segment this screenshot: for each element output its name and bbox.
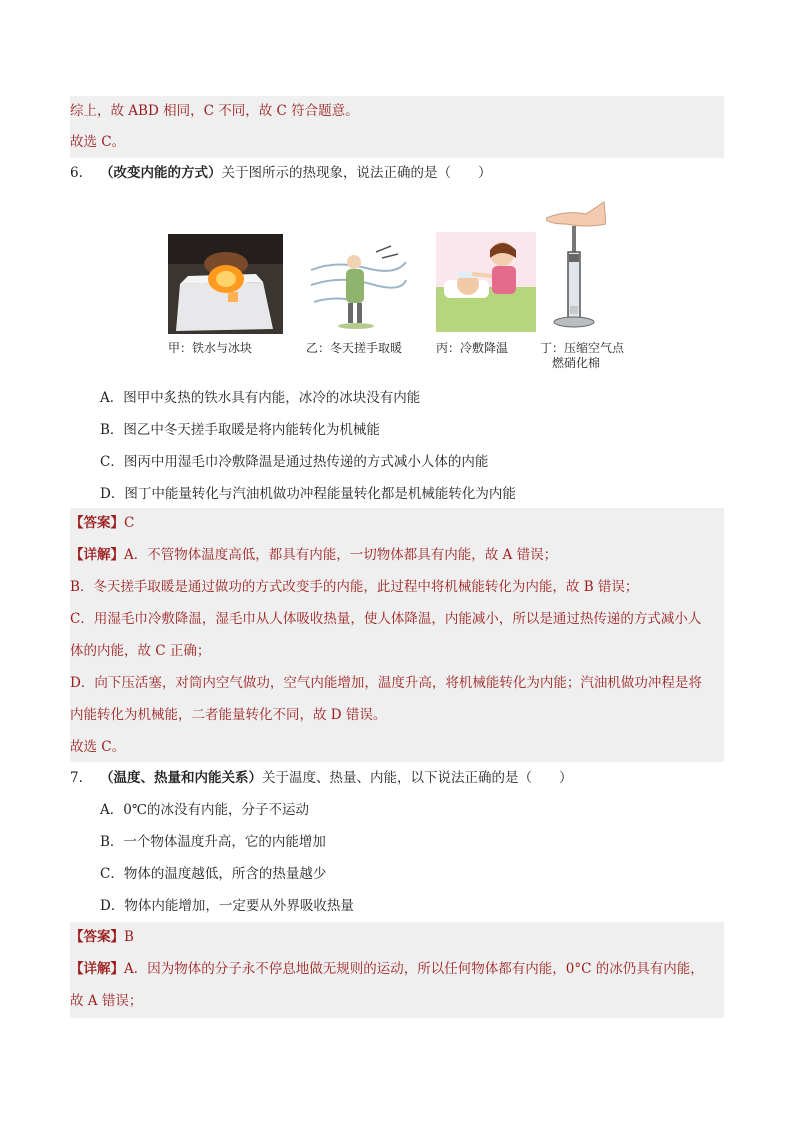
q6-option-d: D．图丁中能量转化与汽油机做功冲程能量转化都是机械能转化为内能 [100, 486, 516, 502]
q7-option-d: D．物体内能增加，一定要从外界吸收热量 [100, 898, 354, 914]
figure-caption-a: 甲：铁水与冰块 [168, 341, 253, 355]
q6-option-c: C．图丙中用湿毛巾冷敷降温是通过热传递的方式减小人体的内能 [100, 454, 489, 470]
q6-detail-line-1: 【详解】A．不管物体温度高低，都具有内能，一切物体都具有内能，故 A 错误； [70, 547, 558, 563]
q6-detail-line-5: D．向下压活塞，对筒内空气做功，空气内能增加，温度升高，将机械能转化为内能；汽油机做功冲程是将 [70, 675, 702, 691]
figure-caption-b: 乙：冬天搓手取暖 [306, 341, 403, 355]
question-number: 6. [70, 165, 83, 181]
prev-answer-line-1: 综上，故 ABD 相同，C 不同，故 C 符合题意。 [70, 103, 359, 119]
rub-hands-illustration [306, 240, 408, 330]
q6-option-a: A．图甲中炙热的铁水具有内能，冰冷的冰块没有内能 [100, 390, 421, 406]
answer-value: B [124, 929, 134, 945]
question-number: 7. [70, 770, 83, 786]
question-text: 关于图所示的热现象，说法正确的是（ ） [221, 165, 492, 181]
answer-label: 【答案】 [70, 929, 124, 945]
q7-detail-line-1: 【详解】A．因为物体的分子永不停息地做无规则的运动，所以任何物体都有内能，0°C 的冰仍具有内能， [70, 961, 704, 977]
q7-answer [70, 922, 724, 953]
question-7-stem [70, 768, 573, 788]
answer-value: C [124, 515, 135, 531]
detail-label: 【详解】 [70, 961, 124, 977]
q7-option-c: C．物体的温度越低，所含的热量越少 [100, 866, 327, 882]
q6-detail-line-7: 故选 C。 [70, 739, 126, 755]
q6-detail-line-2: B．冬天搓手取暖是通过做功的方式改变手的内能，此过程中将机械能转化为内能，故 B 错误； [70, 579, 639, 595]
question-6-stem [70, 163, 492, 183]
cold-compress-illustration [436, 232, 536, 332]
question-6-figure [168, 198, 648, 378]
q6-answer [70, 508, 724, 539]
q6-detail-line-4: 体的内能，故 C 正确； [70, 643, 211, 659]
q6-option-b: B．图乙中冬天搓手取暖是将内能转化为机械能 [100, 422, 380, 438]
q7-detail-line-2: 故 A 错误； [70, 993, 143, 1009]
question-tag: （改变内能的方式） [100, 165, 222, 181]
q7-option-b: B．一个物体温度升高，它的内能增加 [100, 834, 326, 850]
molten-iron-photo [168, 234, 283, 334]
answer-label: 【答案】 [70, 515, 124, 531]
q6-detail-line-3: C．用湿毛巾冷敷降温，湿毛巾从人体吸收热量，使人体降温，内能减小，所以是通过热传递的方式减小人 [70, 611, 702, 627]
q7-option-a: A．0℃的冰没有内能，分子不运动 [100, 802, 309, 818]
figure-caption-c: 丙：冷敷降温 [436, 341, 509, 355]
figure-caption-d1: 丁：压缩空气点 [540, 341, 625, 355]
figure-caption-d2: 燃硝化棉 [552, 356, 601, 370]
air-compression-cylinder [546, 198, 606, 330]
question-tag: （温度、热量和内能关系） [100, 770, 262, 786]
question-text: 关于温度、热量、内能，以下说法正确的是（ ） [262, 770, 573, 786]
prev-answer-line-2: 故选 C。 [70, 134, 126, 150]
q6-detail-line-6: 内能转化为机械能，二者能量转化不同，故 D 错误。 [70, 707, 387, 723]
detail-label: 【详解】 [70, 547, 124, 563]
